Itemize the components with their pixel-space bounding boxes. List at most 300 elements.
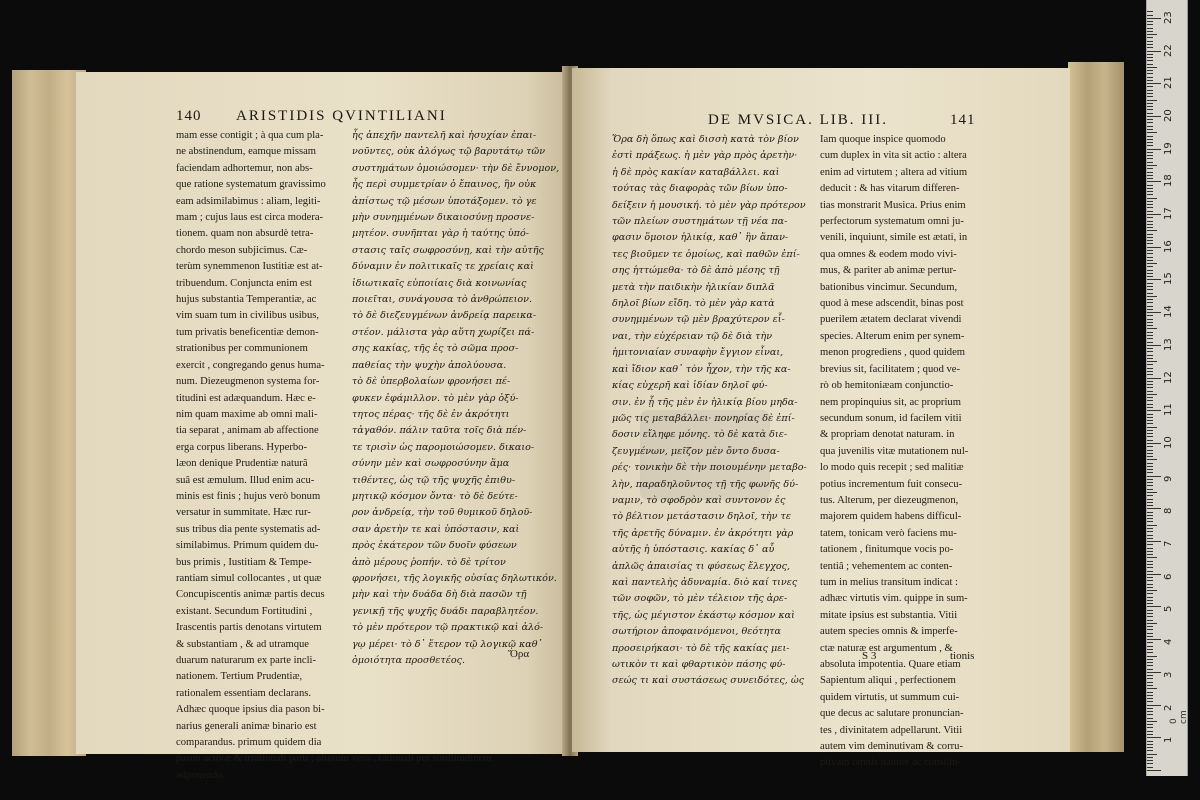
ruler-tick [1147,629,1153,630]
left-page-edges [12,70,86,756]
ruler-tick [1147,348,1153,349]
ruler-tick [1147,122,1153,123]
latin-text-line: tia separat , animam ab affectione [176,425,319,437]
ruler-tick [1147,459,1157,460]
ruler-tick [1147,571,1153,572]
latin-text-line: exercit , congregando genus huma- [176,359,325,371]
ruler-tick [1147,505,1153,506]
ruler-tick [1147,456,1153,457]
ruler-number: 17 [1163,207,1174,221]
ruler-number: 15 [1163,272,1174,286]
latin-text-line: nem propinquius sit, ac proprium [820,396,961,408]
ruler-tick [1147,57,1153,58]
ruler-tick [1147,391,1153,392]
latin-text-line: tribuendum. Conjuncta enim est [176,277,312,289]
ruler-tick [1147,427,1157,428]
ruler-number: 16 [1163,240,1174,253]
ruler-tick [1147,328,1157,329]
latin-text-line: similabimus. Primum quidem du- [176,540,319,552]
latin-text-line: rò ob hemitoniæam conjunctio- [820,380,954,392]
ruler-tick [1147,443,1161,444]
greek-text-line: κίας εὐχερῆ καὶ ἰδίαν δηλοῖ φύ- [612,380,768,392]
ruler-tick [1147,188,1153,189]
ruler-tick [1147,168,1153,169]
ruler-tick [1147,453,1153,454]
ruler-unit-label: 0 cm [1169,710,1189,724]
ruler-tick [1147,567,1153,568]
ruler-tick [1147,620,1153,621]
ruler-tick [1147,149,1161,150]
latin-text-line: ne abstinendum, eamque missam [176,146,317,158]
ruler-tick [1147,243,1153,244]
latin-text-line: Sapientum aliqui , perfectionem [820,675,956,687]
ruler-tick [1147,404,1153,405]
ruler-tick [1147,139,1153,140]
ruler-tick [1147,541,1161,542]
ruler-tick [1147,93,1153,94]
ruler-number: 23 [1163,11,1174,24]
latin-text-line: existant. Secundum Fortitudini , [176,605,313,617]
greek-text-line: τῆς, ὡς μέγιστον ἑκάστῳ κόσμον καὶ [612,609,795,621]
signature-mark: S 3 [862,650,877,662]
ruler-tick [1147,521,1153,522]
greek-text-line: σαν ἀρετὴν τε καὶ ὑπόστασιν, καὶ [352,523,520,535]
latin-text-line: erga corpus liberans. Hyperbo- [176,441,308,453]
latin-text-line: absoluta impotentia. Quare etiam [820,659,961,670]
greek-text-line: γῳ μέρει· τὸ δ᾽ ἕτερον τῷ λογικῷ καθ᾽ [352,638,543,650]
ruler-tick [1147,420,1153,421]
ruler-tick [1147,247,1161,248]
greek-text-line: Ὅρα δὴ ὅπως καὶ δισσὴ κατὰ τὸν βίον [612,134,799,145]
ruler-tick [1147,145,1153,146]
latin-text-line: narius generali animæ binario est [176,720,317,732]
ruler-number: 4 [1163,638,1174,646]
ruler-tick [1147,538,1153,539]
ruler-tick [1147,584,1153,585]
ruler-number: 10 [1163,436,1174,449]
ruler-tick [1147,276,1153,277]
ruler-number: 2 [1163,704,1174,711]
ruler-tick [1147,80,1153,81]
ruler-tick [1147,518,1153,519]
ruler-number: 6 [1163,573,1174,580]
ruler-number: 1 [1163,736,1174,744]
ruler-tick [1147,361,1157,362]
ruler-tick [1147,531,1153,532]
ruler-tick [1147,698,1153,699]
ruler-tick [1147,741,1153,742]
ruler-tick [1147,747,1153,748]
ruler-tick [1147,113,1153,114]
latin-text-line: Irascentis partis denotans virtutem [176,622,322,634]
ruler-tick [1147,669,1153,670]
ruler-tick [1147,400,1153,401]
ruler-tick [1147,548,1153,549]
latin-text-line: nationem. Tertium Prudentiæ, [176,671,303,683]
latin-text-line: potius incrementum fuit consecu- [820,478,963,490]
ruler-tick [1147,325,1153,326]
ruler-tick [1147,649,1153,650]
ruler-number: 7 [1163,540,1174,548]
latin-text-line: autem species omnis & imperfe- [820,626,958,638]
greek-text-line: σωτήριον ἀποφαινόμενοι, θεότητα [612,626,782,638]
greek-text-line: μῶς τις μεταβάλλει· πονηρίας δὲ ἐπί- [612,412,795,424]
ruler-tick [1147,639,1161,640]
ruler-tick [1147,436,1153,437]
latin-text-line: duarum naturarum ex parte incli- [176,655,317,666]
greek-text-line: φρονήσει, τῆς λογικῆς οὐσίας δηλωτικόν. [352,572,557,584]
greek-text-line: ὁμοιότητα προσθετέος. [352,655,466,666]
ruler-tick [1147,482,1153,483]
greek-text-line: τες βιοῦμεν τε ὁμοίως, καὶ παθῶν ἐπί- [612,248,800,260]
right-page-number: 141 [950,112,976,128]
ruler-tick [1147,485,1153,486]
ruler-tick [1147,508,1161,509]
greek-text-line: στασις ταῖς σωφροσύνῃ, καὶ τὴν αὐτῆς [352,244,544,256]
greek-text-line: ζευγμένων, μεῖζον μὲν ὄντο δυσα- [612,445,780,457]
greek-text-line: πρὸς ἑκάτερον τῶν δυοῖν φύσεων [352,540,517,552]
ruler-tick [1147,165,1157,166]
ruler-tick [1147,175,1153,176]
latin-text-line: rantiam simul collocantes , ut quæ [176,572,322,584]
greek-text-line: σης ἡττώμεθα· τὸ δὲ ἀπὸ μέσης τῇ [612,265,780,277]
left-greek-column [352,128,560,669]
latin-text-line: strationibus per communionem [176,343,308,355]
ruler-tick [1147,476,1161,477]
latin-text-line: rationalem essentiam declarans. [176,687,312,699]
greek-text-line: φασιν ὅμοιον ἡλικίᾳ, καθ᾽ ἣν ἅπαν- [612,232,789,244]
ruler-tick [1147,695,1153,696]
ruler-tick [1147,191,1153,192]
ruler-tick [1147,286,1153,287]
greek-text-line: τῆς ἀρετῆς δύναμιν. ἐν ἀκρότητι γὰρ [612,527,794,539]
latin-text-line: mam esse contigit ; à qua cum pla- [176,130,324,141]
ruler-tick [1147,417,1153,418]
ruler-tick [1147,378,1161,379]
ruler-tick [1147,198,1157,199]
ruler-tick [1147,705,1161,706]
latin-text-line: mus, & pariter ab animæ pertur- [820,265,957,277]
latin-text-line: adhæc virtutis vim. quippe in sum- [820,593,968,605]
latin-text-line: tus. Alterum, per diezeugmenon, [820,494,959,506]
greek-text-line: συστημάτων ὁμοιώσομεν· τὴν δὲ ἔννομον, [352,162,560,174]
ruler-tick [1147,312,1161,313]
ruler-tick [1147,90,1153,91]
greek-text-line: αὐτῆς ἡ ὑπόστασις. κακίας δ᾽ αὖ [612,544,775,556]
latin-text-line: minis est finis ; hujus verò bonum [176,490,321,502]
greek-text-line: ἧς ἀπεχῆν παντελῆ καὶ ἠσυχίαν ἐπαι- [352,130,537,141]
ruler-tick [1147,332,1153,333]
ruler-number: 8 [1163,507,1174,515]
ruler-tick [1147,561,1153,562]
ruler-tick [1147,397,1153,398]
ruler-tick [1147,659,1153,660]
ruler-tick [1147,44,1153,45]
ruler-tick [1147,450,1153,451]
ruler-tick [1147,172,1153,173]
ruler-tick [1147,37,1153,38]
ruler-tick [1147,34,1157,35]
ruler-tick [1147,116,1161,117]
ruler-number: 11 [1163,403,1174,417]
latin-text-line: vim suam tum in civilibus usibus, [176,310,320,322]
latin-text-line: tentiâ ; vehementem ac conten- [820,560,953,572]
greek-text-line: δοσιν εἴληφε μόνης. τὸ δὲ κατὰ διε- [612,429,788,441]
ruler-number: 9 [1163,475,1174,482]
greek-text-line: ἀπίστως τῷ μέσων ὑποτάξομεν. τὸ γε [352,195,537,207]
ruler-tick [1147,152,1153,153]
ruler-tick [1147,554,1153,555]
greek-text-line: φυκεν ἐφάμιλλον. τὸ μὲν γὰρ ὀξύ- [352,392,519,404]
ruler-tick [1147,126,1153,127]
ruler-tick [1147,763,1153,764]
ruler-tick [1147,302,1153,303]
ruler-tick [1147,731,1153,732]
greek-text-line: παθείας τὴν ψυχὴν ἀπολύουσα. [352,359,507,371]
greek-text-line: τητος πέρας· τῆς δὲ ἐν ἀκρότητι [352,408,510,420]
left-running-head: ARISTIDIS QVINTILIANI [236,108,447,124]
greek-text-line: ποιεῖται, συνάγουσα τὸ ἀνθρώπειον. [352,294,533,306]
ruler-tick [1147,381,1153,382]
ruler-tick [1147,724,1153,725]
ruler-tick [1147,440,1153,441]
greek-text-line: σης κακίας, τῆς ἐς τὸ σῶμα προσ- [352,343,519,355]
ruler-tick [1147,374,1153,375]
ruler-tick [1147,430,1153,431]
ruler-tick [1147,672,1161,673]
ruler-tick [1147,387,1153,388]
ruler-tick [1147,293,1153,294]
ruler-tick [1147,279,1161,280]
ruler-tick [1147,224,1153,225]
latin-text-line: Iam quoque inspice quomodo [820,134,946,145]
latin-text-line: qua omnes & eodem modo vivi- [820,248,957,260]
greek-text-line: συνημμένων τῷ μὲν βραχύτερον εἶ- [612,314,785,326]
greek-text-line: ἧς περὶ συμμετρίαν ὁ ἔπαινος, ἣν οὐκ [352,179,537,191]
ruler-tick [1147,194,1153,195]
latin-text-line: quidem virtutis, ut summum cui- [820,691,960,703]
latin-text-line: bus primis , Iustitiam & Tempe- [176,556,312,568]
ruler-tick [1147,574,1161,575]
ruler-tick [1147,737,1161,738]
ruler-tick [1147,577,1153,578]
ruler-tick [1147,351,1153,352]
ruler-tick [1147,335,1153,336]
latin-text-line: ctæ naturæ est argumentum , & [820,642,953,654]
ruler-tick [1147,47,1153,48]
ruler-tick [1147,240,1153,241]
ruler-tick [1147,155,1153,156]
ruler-tick [1147,237,1153,238]
greek-text-line: ἡ δὲ πρὸς κακίαν καταβάλλει. καὶ [612,166,780,178]
latin-text-line: sus tribus dia pente systematis ad- [176,523,321,535]
greek-text-line: δύναμιν ἐν πολιτικαῖς τε χρείαις καὶ [352,261,534,273]
ruler-tick [1147,207,1153,208]
ruler-tick [1147,86,1153,87]
latin-text-line: nim quam maxime ab omni mali- [176,408,318,420]
ruler-tick [1147,109,1153,110]
greek-text-line: τἀγαθόν. πάλιν ταῦτα τοῖς διὰ πέν- [352,425,527,437]
ruler-tick [1147,70,1153,71]
ruler-tick [1147,685,1153,686]
latin-text-line: autem vim deminutivam & corru- [820,741,963,753]
right-running-head: DE MVSICA. LIB. III. [708,112,888,128]
ruler-number: 18 [1163,174,1174,188]
greek-text-line: μὴν συνημμένων δικαιοσύνῃ προσνε- [352,212,535,224]
ruler-tick [1147,214,1161,215]
ruler-tick [1147,283,1153,284]
ruler-number: 19 [1163,141,1174,155]
greek-text-line: ἐστὶ πράξεως. ἡ μὲν γὰρ πρὸς ἀρετὴν· [612,150,798,162]
latin-text-line: chordo meson subjicimus. Cæ- [176,244,308,256]
latin-text-line: & propriam denotat naturam. in [820,429,955,441]
ruler-tick [1147,230,1157,231]
latin-text-line: tum in melius transitum indicat : [820,576,958,588]
ruler-tick [1147,221,1153,222]
latin-text-line: ptivam omnis naturæ ac constitu- [820,757,962,769]
ruler-number: 3 [1163,671,1174,678]
latin-text-line: adponendo. [176,769,226,781]
greek-text-line: λὴν, παραδηλοῦντος τῇ τῆς φωνῆς δύ- [612,478,799,490]
latin-text-line: venili, inquiunt, simile est ætati, in [820,232,968,244]
ruler-tick [1147,266,1153,267]
greek-text-line: μετὰ τὴν παιδικὴν ἡλικίαν διπλᾶ [612,281,775,293]
ruler-tick [1147,83,1161,84]
ruler-tick [1147,296,1157,297]
ruler-tick [1147,600,1153,601]
latin-text-line: tationem , finitumque vocis po- [820,544,954,556]
ruler-tick [1147,119,1153,120]
ruler-tick [1147,211,1153,212]
ruler-tick [1147,714,1153,715]
ruler-tick [1147,535,1153,536]
right-catchword: tionis [950,650,975,662]
ruler-tick [1147,760,1153,761]
ruler-tick [1147,466,1153,467]
ruler-tick [1147,770,1161,771]
ruler-tick [1147,544,1153,545]
ruler-tick [1147,21,1153,22]
ruler-tick [1147,24,1153,25]
greek-text-line: ἡμιτονιαίαν συναφὴν ἔγγιον εἶναι, [612,347,784,359]
ruler-tick [1147,623,1157,624]
greek-text-line: τιθέντες, ὡς τῷ τῆς ψυχῆς ἐπιθυ- [352,474,516,486]
latin-text-line: species. Alterum enim per synem- [820,330,965,342]
ruler-tick [1147,129,1153,130]
ruler-tick [1147,204,1153,205]
ruler-tick [1147,606,1161,607]
ruler-tick [1147,132,1157,133]
latin-text-line: Adhæc quoque ipsius dia pason bi- [176,704,325,716]
ruler-number: 12 [1163,370,1174,384]
ruler-tick [1147,67,1157,68]
ruler-tick [1147,355,1153,356]
latin-text-line: faciendam adhortemur, non abs- [176,162,313,174]
ruler-tick [1147,338,1153,339]
greek-text-line: τὸ μὲν πρότερον τῷ πρακτικῷ καὶ ἀλό- [352,622,544,634]
greek-text-line: τῶν σοφῶν, τὸ μὲν τέλειον τῆς ἀρε- [612,593,788,605]
ruler-tick [1147,721,1157,722]
ruler-tick [1147,499,1153,500]
ruler-tick [1147,512,1153,513]
left-page-number: 140 [176,108,202,124]
ruler-tick [1147,31,1153,32]
ruler-tick [1147,564,1153,565]
ruler-tick [1147,260,1153,261]
latin-text-line: eam adsimilabimus : aliam, legiti- [176,195,321,207]
ruler-tick [1147,364,1153,365]
right-latin-column [820,132,980,772]
ruler-tick [1147,319,1153,320]
ruler-tick [1147,423,1153,424]
greek-text-line: καὶ ἴδιον καθ᾽ τὸν ἦχον, τὴν τῆς κα- [612,363,791,375]
greek-text-line: ρον ἀνδρείᾳ, τὴν τοῦ θυμικοῦ δηλοῦ- [352,507,533,519]
ruler-tick [1147,77,1153,78]
greek-text-line: ἰδιωτικαῖς εὐποιίαις διὰ κοινωνίας [352,277,527,289]
ruler-tick [1147,525,1157,526]
ruler-tick [1147,217,1153,218]
ruler-tick [1147,656,1157,657]
latin-text-line: lo modo quis recepit ; sed malitiæ [820,462,964,474]
ruler-tick [1147,767,1153,768]
latin-text-line: mam ; cujus laus est circa modera- [176,212,324,224]
latin-text-line: menon progrediens , quod quidem [820,347,966,359]
ruler-tick [1147,185,1153,186]
latin-text-line: que ratione systematum gravissimo [176,179,326,191]
latin-text-line: deducit : & has vitarum differen- [820,183,960,195]
latin-text-line: bationibus vincimur. Secundum, [820,281,958,293]
ruler-tick [1147,11,1153,12]
ruler-tick [1147,587,1153,588]
greek-text-line: ἀπὸ μέρους ῥοπήν. τὸ δὲ τρίτον [352,556,506,568]
latin-text-line: suâ est æmulum. Illud enim acu- [176,474,315,486]
measuring-ruler [1146,0,1188,776]
ruler-tick [1147,201,1153,202]
ruler-tick [1147,96,1153,97]
ruler-tick [1147,492,1157,493]
ruler-tick [1147,528,1153,529]
ruler-tick [1147,708,1153,709]
ruler-tick [1147,433,1153,434]
ruler-tick [1147,597,1153,598]
left-catchword: Ὅρα [508,648,530,660]
right-page-edges [1068,62,1124,752]
ruler-tick [1147,734,1153,735]
ruler-tick [1147,136,1153,137]
greek-text-line: μὴν καὶ τὴν δυάδα δὴ διὰ πασῶν τῇ [352,589,527,601]
ruler-tick [1147,414,1153,415]
greek-text-line: ωτικὸν τι καὶ φθαρτικὸν πάσης φύ- [612,659,786,670]
latin-text-line: pason activæ & irrationali parti ; alterum verò , rationali per similitudinem [176,753,492,765]
ruler-tick [1147,636,1153,637]
ruler-tick [1147,551,1153,552]
ruler-tick [1147,410,1161,411]
latin-text-line: Concupiscentis animæ partis decus [176,589,325,601]
greek-text-line: τὸ βέλτιον μετάστασιν δηλοῖ, τὴν τε [612,511,791,523]
ruler-tick [1147,662,1153,663]
greek-text-line: καὶ παντελὴς ἀδυναμία. διὸ καί τινες [612,576,798,588]
ruler-tick [1147,616,1153,617]
ruler-number: 21 [1163,76,1174,90]
latin-text-line: qua juvenilis vitæ mutationem nul- [820,445,969,457]
ruler-tick [1147,263,1157,264]
ruler-tick [1147,502,1153,503]
latin-text-line: hujus substantia Temperantiæ, ac [176,294,317,306]
ruler-tick [1147,580,1153,581]
ruler-tick [1147,479,1153,480]
greek-text-line: τὸ δὲ ὑπερβολαίων φρονήσει πέ- [352,376,511,388]
ruler-tick [1147,472,1153,473]
